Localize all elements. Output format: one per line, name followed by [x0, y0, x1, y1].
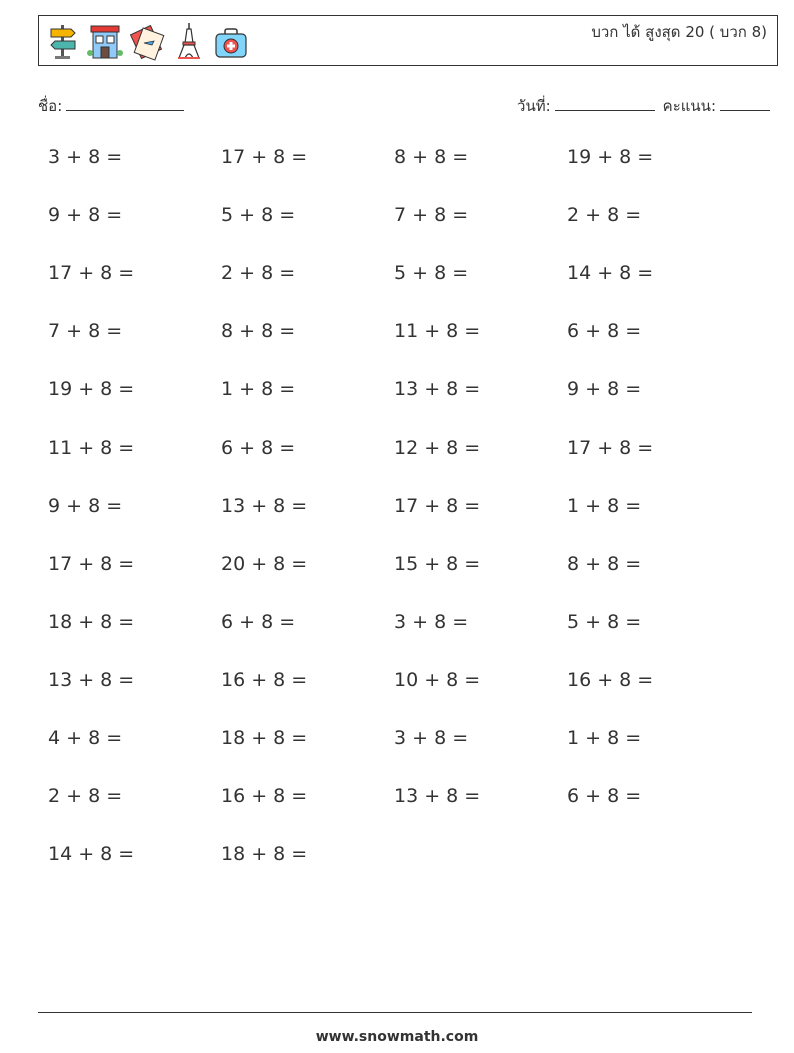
problem-item: 9 + 8 =: [48, 204, 123, 227]
problem-row: [48, 146, 748, 176]
problem-item: 17 + 8 =: [48, 262, 135, 285]
problem-item: 8 + 8 =: [567, 552, 642, 575]
first-aid-kit-icon: [213, 21, 249, 61]
header-icons: [45, 20, 249, 62]
problem-item: 8 + 8 =: [394, 146, 469, 168]
problem-item: 5 + 8 =: [567, 610, 642, 633]
problem-item: 2 + 8 =: [221, 262, 296, 285]
worksheet-title: บวก ได้ สูงสุด 20 ( บวก 8): [591, 23, 767, 41]
name-field: [38, 94, 184, 118]
problem-item: 14 + 8 =: [48, 843, 135, 866]
date-label: วันที่:: [517, 97, 551, 115]
footer-site: www.snowmath.com: [315, 1029, 479, 1045]
problem-item: 19 + 8 =: [567, 146, 654, 168]
problem-item: 18 + 8 =: [221, 843, 308, 866]
problem-item: 17 + 8 =: [394, 494, 481, 517]
problem-row: [48, 611, 748, 641]
problem-item: 6 + 8 =: [221, 610, 296, 633]
problem-item: 8 + 8 =: [221, 320, 296, 343]
problem-item: 16 + 8 =: [221, 785, 308, 808]
problem-row: [48, 262, 748, 292]
problem-item: 3 + 8 =: [394, 727, 469, 749]
problem-item: 13 + 8 =: [394, 378, 481, 401]
problem-item: 11 + 8 =: [48, 436, 135, 459]
problem-item: 2 + 8 =: [48, 785, 123, 808]
problem-row: [48, 437, 748, 467]
problem-item: 2 + 8 =: [567, 204, 642, 227]
score-blank[interactable]: [720, 96, 770, 111]
problem-item: 3 + 8 =: [394, 610, 469, 633]
signpost-icon: [45, 21, 81, 61]
problem-item: 14 + 8 =: [567, 262, 654, 285]
problem-item: 20 + 8 =: [221, 552, 308, 575]
score-field: [663, 94, 770, 118]
problem-item: 13 + 8 =: [394, 785, 481, 808]
worksheet-header: [38, 15, 778, 66]
problem-item: 19 + 8 =: [48, 378, 135, 401]
date-field: [517, 94, 655, 118]
problem-item: 4 + 8 =: [48, 727, 123, 749]
problem-item: 13 + 8 =: [48, 668, 135, 691]
problem-item: 6 + 8 =: [567, 785, 642, 808]
problem-item: 16 + 8 =: [221, 668, 308, 691]
problem-item: 16 + 8 =: [567, 668, 654, 691]
date-blank[interactable]: [555, 96, 655, 111]
problem-item: 10 + 8 =: [394, 668, 481, 691]
problem-row: [48, 320, 748, 350]
problem-item: 17 + 8 =: [567, 436, 654, 459]
problem-item: 1 + 8 =: [221, 378, 296, 401]
problem-item: 7 + 8 =: [394, 204, 469, 227]
problem-row: [48, 204, 748, 234]
problem-item: 17 + 8 =: [48, 552, 135, 575]
score-label: คะแนน:: [662, 97, 716, 115]
problem-item: 15 + 8 =: [394, 552, 481, 575]
problem-item: 18 + 8 =: [48, 610, 135, 633]
problem-item: 7 + 8 =: [48, 320, 123, 343]
problem-row: [48, 843, 748, 873]
problem-item: 11 + 8 =: [394, 320, 481, 343]
eiffel-tower-icon: [171, 21, 207, 61]
problem-item: 5 + 8 =: [221, 204, 296, 227]
name-label: ชื่อ:: [38, 97, 63, 115]
problem-row: [48, 669, 748, 699]
name-blank[interactable]: [66, 96, 184, 111]
problem-item: 1 + 8 =: [567, 494, 642, 517]
problem-item: 13 + 8 =: [221, 494, 308, 517]
problem-item: 9 + 8 =: [567, 378, 642, 401]
problem-row: [48, 785, 748, 815]
travel-tickets-icon: [129, 21, 165, 61]
problem-row: [48, 495, 748, 525]
problem-item: 17 + 8 =: [221, 146, 308, 168]
problem-item: 12 + 8 =: [394, 436, 481, 459]
problem-item: 9 + 8 =: [48, 494, 123, 517]
footer-divider: [38, 1012, 752, 1013]
problem-row: [48, 553, 748, 583]
problem-item: 1 + 8 =: [567, 727, 642, 749]
problem-row: [48, 727, 748, 757]
problem-item: 6 + 8 =: [221, 436, 296, 459]
problem-item: 18 + 8 =: [221, 727, 308, 749]
problem-item: 3 + 8 =: [48, 146, 123, 168]
problem-item: 5 + 8 =: [394, 262, 469, 285]
shop-icon: [87, 21, 123, 61]
problem-row: [48, 378, 748, 408]
problem-item: 6 + 8 =: [567, 320, 642, 343]
date-score-fields: [517, 94, 770, 118]
